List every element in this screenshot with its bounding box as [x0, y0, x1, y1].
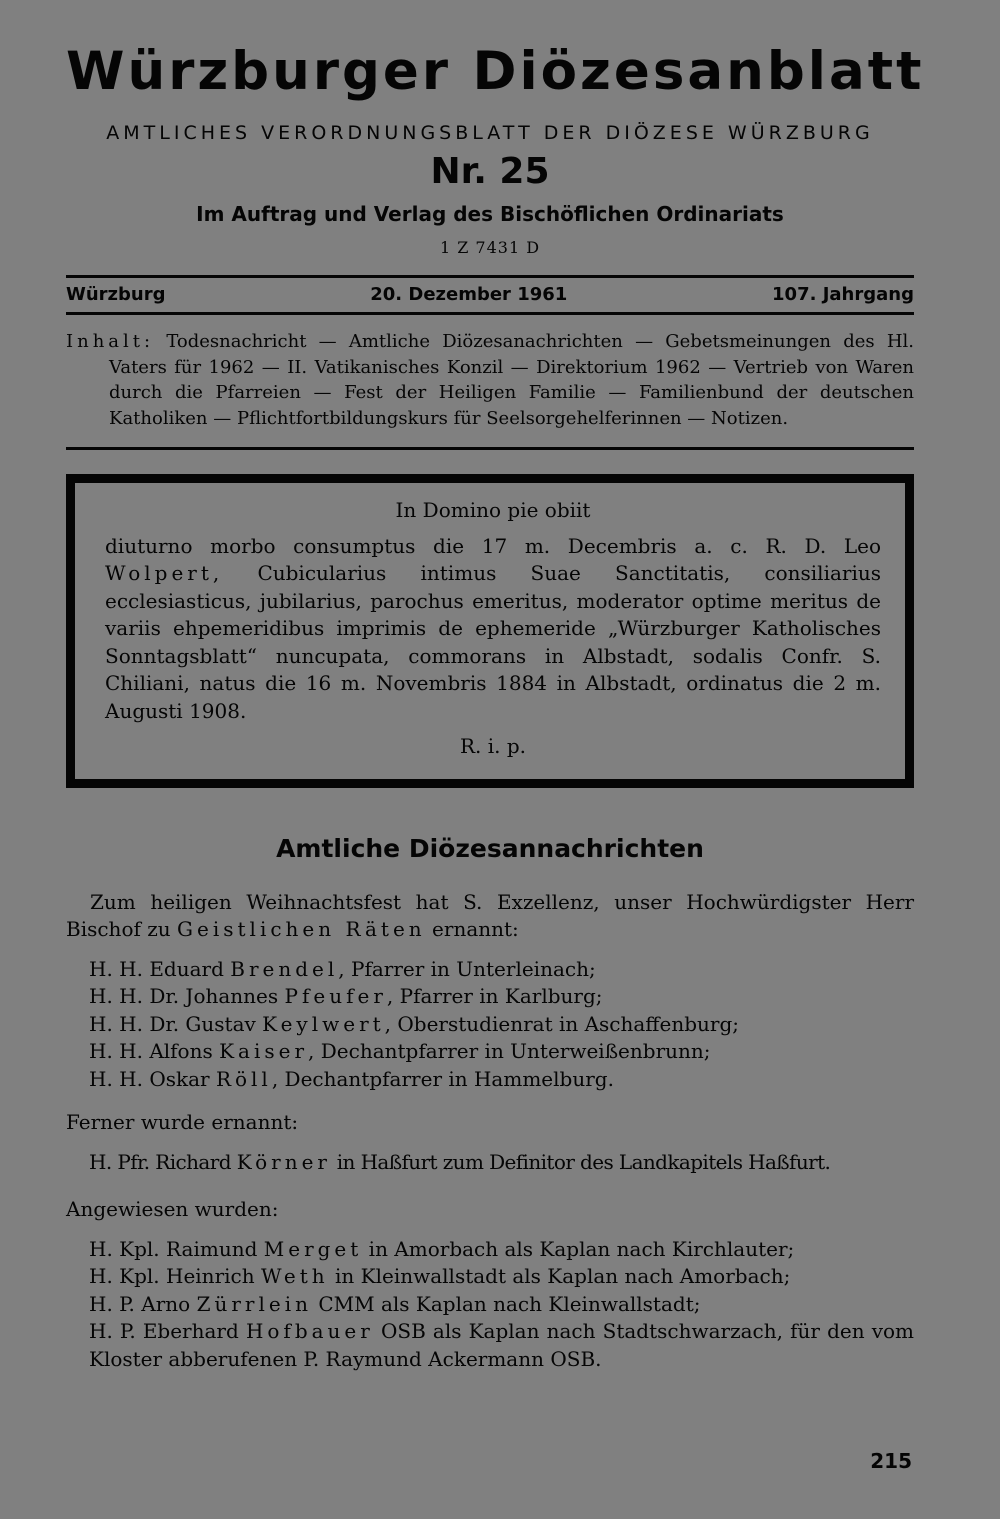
table-of-contents: [66, 329, 914, 431]
list-item: H. H. Alfons Kaiser, Dechantpfarrer in Unterweißenbrunn;: [89, 1039, 711, 1063]
list-item: H. Kpl. Raimund Merget in Amorbach als Kaplan nach Kirchlauter;: [89, 1236, 795, 1261]
registry-number: 1 Z 7431 D: [439, 238, 541, 257]
list-item: H. Pfr. Richard Körner in Haßfurt zum Definitor des Landkapitels Haßfurt.: [89, 1149, 831, 1174]
assigned-label: Angewiesen wurden:: [66, 1197, 279, 1221]
obituary-box: [66, 474, 914, 788]
obituary-closing: R. i. p.: [459, 734, 527, 758]
masthead-subtitle: AMTLICHES VERORDNUNGSBLATT DER DIÖZESE WÜRZBURG: [106, 122, 874, 144]
obituary-name: Wolpert,: [105, 561, 224, 585]
dateline-volume: 107. Jahrgang: [772, 284, 914, 305]
list-item: H. P. Arno Zürrlein CMM als Kaplan nach Kleinwallstadt;: [89, 1291, 701, 1316]
contents-rule: [66, 447, 914, 450]
further-list: [89, 1149, 914, 1177]
issue-number: Nr. 25: [430, 151, 550, 192]
obituary-text: diuturno morbo consumptus die 17 m. Decembris a. c. R. D. Leo Wolpert, Cubicularius intimus Suae Sanctitatis, consiliarius ecclesiasticus, jubilarius, parochus emeritus, moderator optime meritus de variis ehpemeridibus imprimis de ephemeride „Würzburger Katholisches Sonntagsblatt“ nuncupata, commorans in Albstadt, sodalis Confr. S. Chiliani, natus die 16 m. Novembris 1884 in Albstadt, ordinatus die 2 m. Augusti 1908.: [105, 533, 881, 723]
list-item: H. H. Dr. Gustav Keylwert, Oberstudienrat in Aschaffenburg;: [89, 1011, 740, 1036]
contents-text: Todesnachricht — Amtliche Diözesanachrichten — Gebetsmeinungen des Hl. Vaters für 1962 — II. Vatikanisches Konzil — Direktorium 1962 — Vertrieb von Waren durch die Pfarreien — Fest der Heiligen Familie — Familienbund der deutschen Katholiken — Pflichtfortbildungskurs für Seelsorgehelferinnen — Notizen.: [109, 331, 914, 429]
section-title: Amtliche Diözesannachrichten: [276, 833, 704, 863]
masthead-title: Würzburger Diözesanblatt: [66, 41, 925, 102]
list-item: H. H. Oskar Röll, Dechantpfarrer in Hammelburg.: [89, 1066, 614, 1091]
list-item: H. H. Dr. Johannes Pfeufer, Pfarrer in Karlburg;: [89, 984, 603, 1008]
gazette-page: [66, 40, 925, 1373]
contents-label: Inhalt:: [66, 331, 155, 352]
obituary-heading: In Domino pie obiit: [395, 498, 591, 522]
page-number: 215: [870, 1449, 912, 1473]
list-item: H. H. Eduard Brendel, Pfarrer in Unterleinach;: [89, 956, 596, 981]
list-item: H. P. Eberhard Hofbauer OSB als Kaplan nach Stadtschwarzach, für den vom Kloster abberufenen P. Raymund Ackermann OSB.: [89, 1319, 915, 1371]
assigned-list: [89, 1236, 914, 1374]
further-label: Ferner wurde ernannt:: [66, 1110, 299, 1134]
publisher-line: Im Auftrag und Verlag des Bischöflichen Ordinariats: [196, 202, 784, 226]
appointment-list: [89, 956, 914, 1094]
spaced-title: Geistlichen Räten: [177, 917, 426, 941]
appointment-intro: Zum heiligen Weihnachtsfest hat S. Exzellenz, unser Hochwürdigster Herr Bischof zu Geistlichen Räten ernannt:: [66, 889, 914, 941]
dateline-date: 20. Dezember 1961: [370, 284, 568, 305]
dateline-place: Würzburg: [66, 284, 166, 305]
list-item: H. Kpl. Heinrich Weth in Kleinwallstadt als Kaplan nach Amorbach;: [89, 1264, 791, 1288]
dateline-rule: [66, 312, 914, 315]
dateline: [66, 278, 914, 312]
